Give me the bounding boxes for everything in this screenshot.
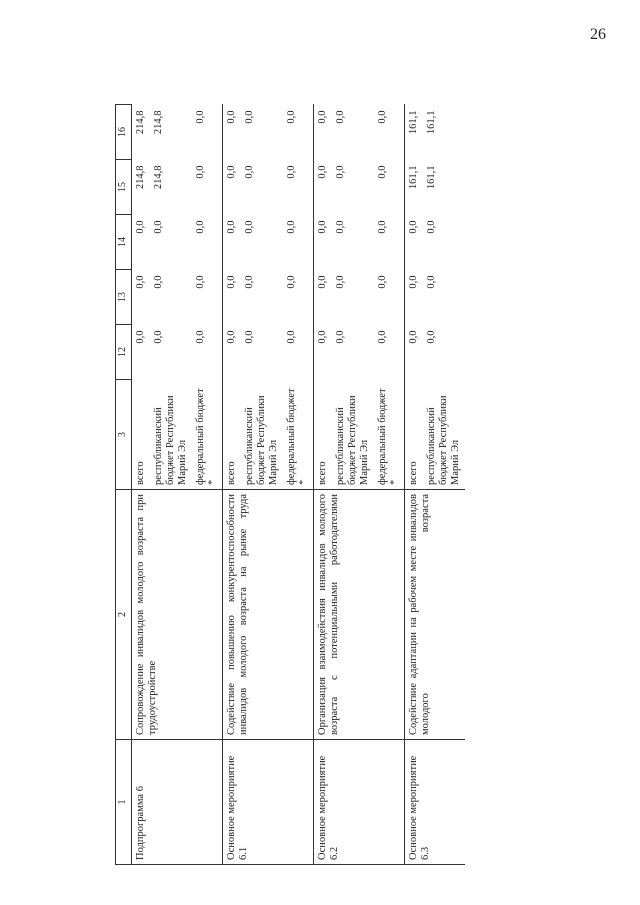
value-cell: 0,0 [244, 275, 255, 289]
value-cell: 161,1 [426, 165, 437, 190]
value-cell: 0,0 [223, 270, 242, 325]
value-cell: 0,0 [244, 330, 255, 344]
header-col-13: 13 [116, 270, 132, 325]
header-row [116, 105, 132, 865]
activity-name: Основное мероприятие 6.1 [223, 740, 314, 865]
value-cell: 0,0 [244, 165, 255, 179]
funding-source: республиканский бюджет Республики Марий Эл [244, 395, 279, 485]
value-cell: 0,0 [132, 270, 151, 325]
activity-description: Организация взаимодействия инвалидов молодого возраста с потенциальными работодателями [314, 490, 405, 740]
value-cell: 0,0 [377, 110, 388, 124]
header-col-3: 3 [116, 380, 132, 490]
funding-source: республиканский бюджет Республики Марий Эл [426, 395, 461, 485]
header-col-14: 14 [116, 215, 132, 270]
program-description: Сопровождение инвалидов молодого возраста при трудоустройстве [132, 490, 223, 740]
value-cell: 0,0 [132, 325, 151, 380]
program-name: Подпрограмма 6 [132, 740, 223, 865]
value-cell: 0,0 [153, 220, 164, 234]
value-cell: 0,0 [195, 165, 206, 179]
activity-name: Основное мероприятие 6.3 [405, 740, 466, 865]
value-cell: 0,0 [377, 275, 388, 289]
activity-name: Основное мероприятие 6.2 [314, 740, 405, 865]
table-row [405, 105, 424, 865]
value-cell: 214,8 [132, 105, 151, 160]
value-cell: 0,0 [426, 220, 437, 234]
funding-source: всего [223, 380, 242, 490]
rotated-table-container [115, 105, 620, 865]
value-cell: 0,0 [244, 220, 255, 234]
funding-source: республиканский бюджет Республики Марий Эл [335, 395, 370, 485]
value-cell: 0,0 [335, 330, 346, 344]
value-cell: 0,0 [223, 325, 242, 380]
header-col-16: 16 [116, 105, 132, 160]
value-cell: 0,0 [426, 275, 437, 289]
value-cell: 0,0 [244, 110, 255, 124]
value-cell: 0,0 [286, 165, 297, 179]
header-col-2: 2 [116, 490, 132, 740]
funding-source: федеральный бюджет * [286, 388, 309, 485]
value-cell: 214,8 [153, 110, 164, 135]
value-cell: 0,0 [314, 160, 333, 215]
budget-table [115, 104, 465, 865]
value-cell: 0,0 [286, 220, 297, 234]
value-cell: 0,0 [377, 330, 388, 344]
page-number: 26 [590, 26, 606, 43]
value-cell: 214,8 [132, 160, 151, 215]
funding-source: всего [132, 380, 151, 490]
value-cell: 0,0 [195, 330, 206, 344]
value-cell: 0,0 [314, 325, 333, 380]
value-cell: 214,8 [153, 165, 164, 190]
value-cell: 0,0 [132, 215, 151, 270]
value-cell: 0,0 [153, 275, 164, 289]
activity-description: Содействие повышению конкурентоспособности инвалидов молодого возраста на рынке труда [223, 490, 314, 740]
header-col-1: 1 [116, 740, 132, 865]
funding-source: республиканский бюджет Республики Марий Эл [153, 395, 188, 485]
funding-source: всего [405, 380, 424, 490]
value-cell: 0,0 [223, 105, 242, 160]
value-cell: 161,1 [405, 105, 424, 160]
value-cell: 0,0 [426, 330, 437, 344]
value-cell: 0,0 [286, 330, 297, 344]
value-cell: 0,0 [195, 220, 206, 234]
value-cell: 0,0 [335, 110, 346, 124]
value-cell: 0,0 [335, 220, 346, 234]
value-cell: 0,0 [314, 215, 333, 270]
table-row [132, 105, 151, 865]
activity-description: Содействие адаптации на рабочем месте инвалидов молодого возраста [405, 490, 466, 740]
value-cell: 0,0 [286, 275, 297, 289]
value-cell: 0,0 [223, 215, 242, 270]
value-cell: 0,0 [405, 215, 424, 270]
table-body [132, 105, 466, 865]
funding-source: всего [314, 380, 333, 490]
value-cell: 0,0 [195, 275, 206, 289]
value-cell: 0,0 [335, 275, 346, 289]
table-row [223, 105, 242, 865]
value-cell: 0,0 [195, 110, 206, 124]
value-cell: 0,0 [405, 270, 424, 325]
value-cell: 161,1 [405, 160, 424, 215]
value-cell: 0,0 [314, 270, 333, 325]
value-cell: 0,0 [314, 105, 333, 160]
value-cell: 161,1 [426, 110, 437, 135]
funding-source: федеральный бюджет * [195, 388, 218, 485]
value-cell: 0,0 [153, 330, 164, 344]
value-cell: 0,0 [335, 165, 346, 179]
value-cell: 0,0 [377, 220, 388, 234]
value-cell: 0,0 [223, 160, 242, 215]
table-row [314, 105, 333, 865]
funding-source: федеральный бюджет * [377, 388, 400, 485]
value-cell: 0,0 [377, 165, 388, 179]
value-cell: 0,0 [405, 325, 424, 380]
header-col-12: 12 [116, 325, 132, 380]
header-col-15: 15 [116, 160, 132, 215]
value-cell: 0,0 [286, 110, 297, 124]
